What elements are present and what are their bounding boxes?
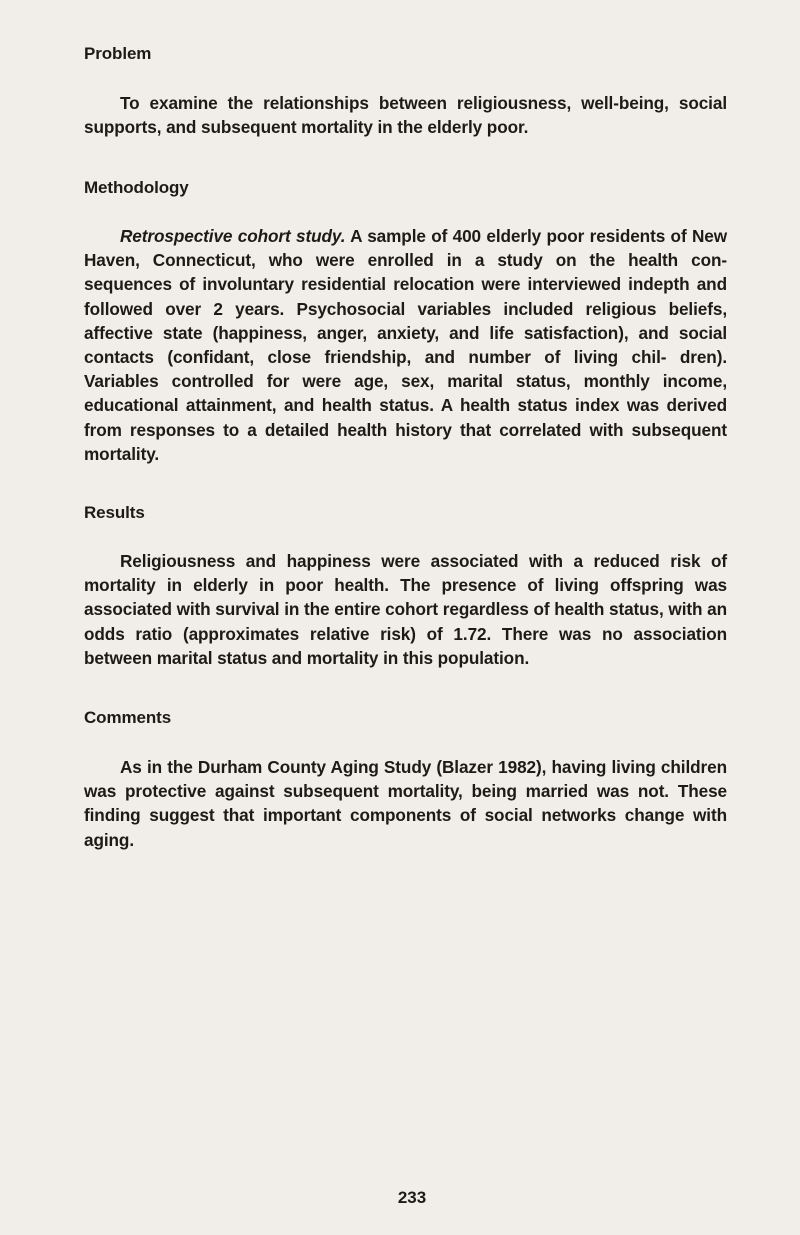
comments-text: As in the Durham County Aging Study (Blazer 1982), having living children was protective against subsequent mortality, being married was not. These finding suggest that important components of social networks change with aging. [84,757,727,850]
results-heading: Results [84,503,145,522]
results-text: Religiousness and happiness were associated with a reduced risk of mortality in elderly in poor health. The presence of living offspring was associated with survival in the entire cohort regardless of health status, with an odds ratio (approximates relative risk) of 1.72. There was no association between marital status and mortality in this population. [84,551,727,668]
methodology-heading: Methodology [84,178,189,197]
page-number: 233 [397,1188,427,1207]
problem-heading: Problem [84,44,152,63]
methodology-description: A sample of 400 elderly poor residents of New Haven, Connecticut, who were enrolled in a study on the health con- sequences of involuntary residential relocation were interviewed indepth and followed over 2 years. Psychosocial variables included religious beliefs, affective state (happiness, anger, anxiety, and life satisfaction), and social contacts (confidant, close friendship, and number of living chil- dren). Variables controlled for were age, sex, marital status, monthly income, educational attainment, and health status. A health status index was derived from responses to a detailed health history that correlated with subsequent mortality. [84,226,727,464]
problem-text: To examine the relationships between religiousness, well-being, social supports, and subsequent mortality in the elderly poor. [84,93,727,138]
comments-heading: Comments [84,708,172,727]
study-type: Retrospective cohort study. [120,226,346,246]
methodology-text [84,224,727,466]
